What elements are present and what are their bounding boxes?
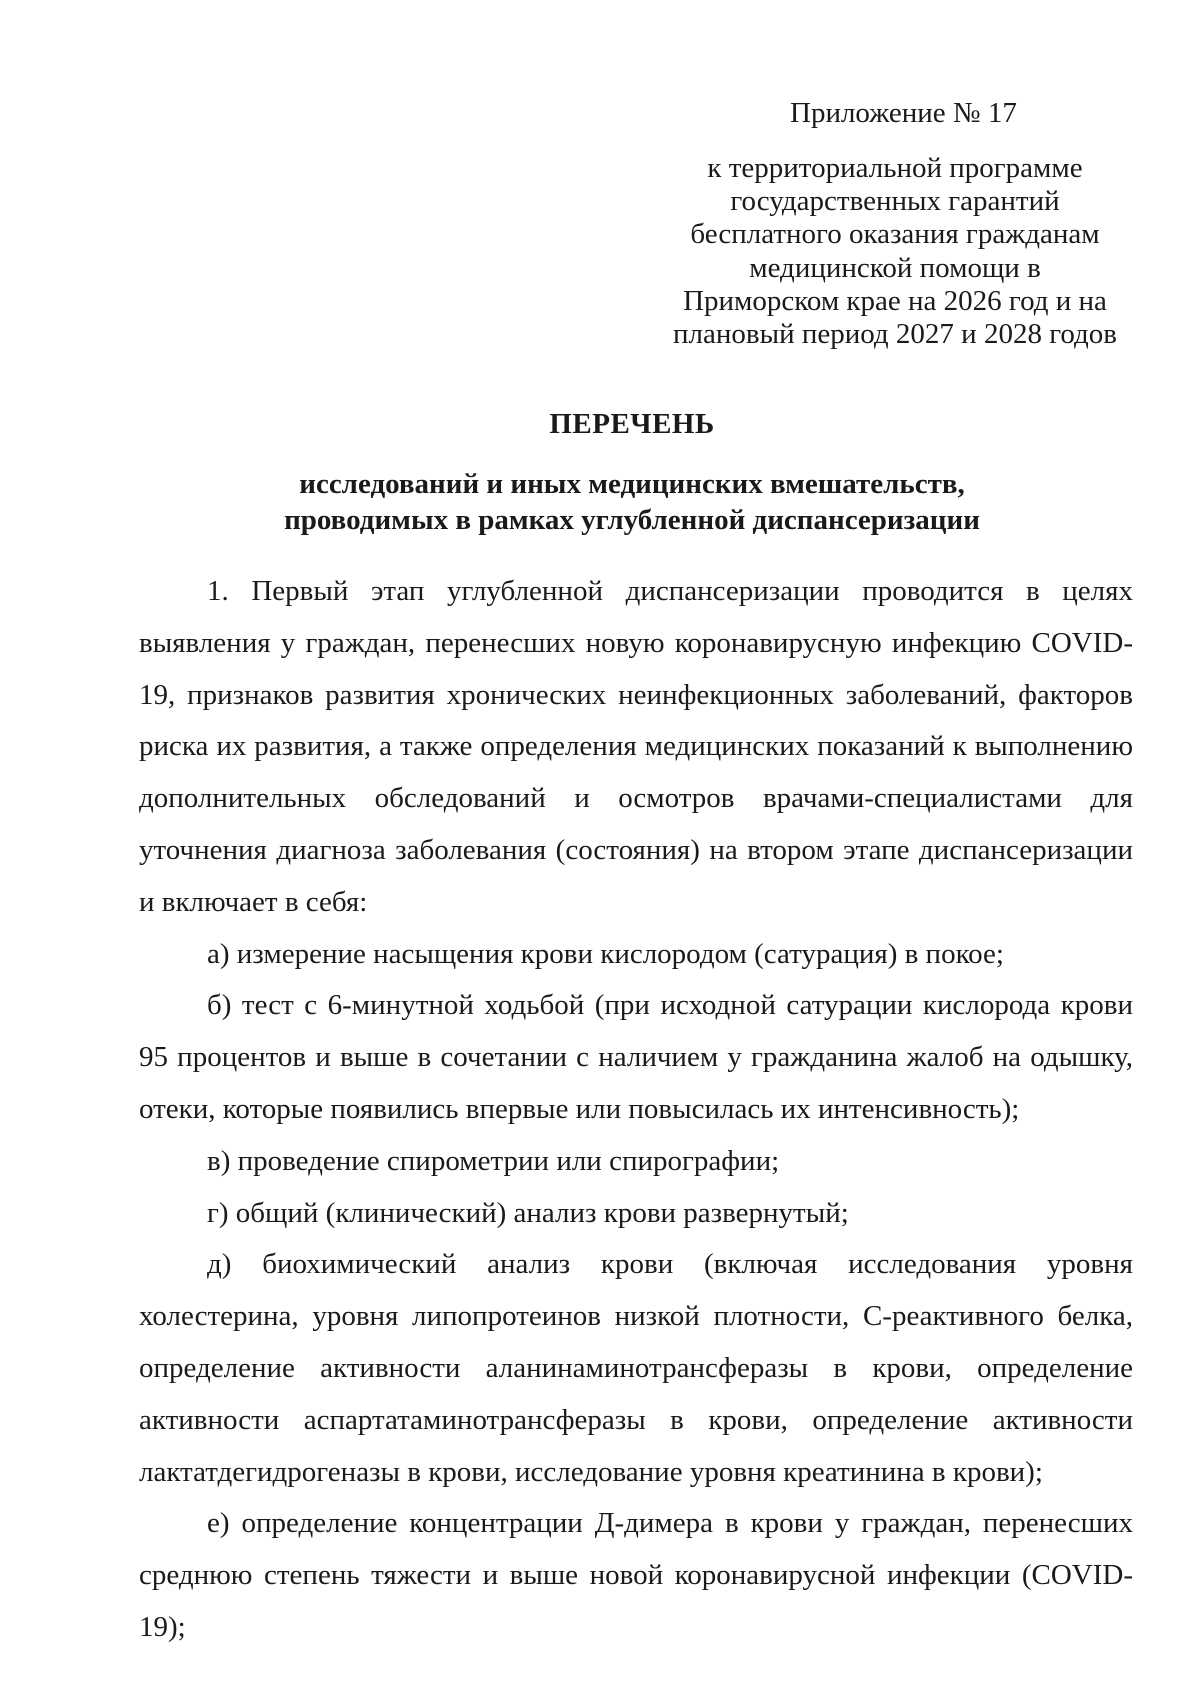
document-title: ПЕРЕЧЕНЬ: [549, 408, 715, 440]
appendix-line: бесплатного оказания гражданам: [690, 218, 1100, 251]
subtitle-line: проводимых в рамках углубленной диспансеризации: [284, 504, 980, 536]
appendix-reference: [660, 152, 1130, 351]
appendix-line: плановый период 2027 и 2028 годов: [673, 318, 1117, 351]
appendix-title: Приложение № 17: [790, 97, 1017, 129]
document-body: [139, 566, 1133, 1654]
list-item: в) проведение спирометрии или спирографии;: [207, 1144, 780, 1177]
list-item: а) измерение насыщения крови кислородом (сатурация) в покое;: [207, 937, 1004, 970]
appendix-line: к территориальной программе: [707, 152, 1083, 184]
appendix-line: государственных гарантий: [730, 185, 1060, 218]
document-subtitle: [0, 466, 1200, 538]
appendix-line: Приморском крае на 2026 год и на: [683, 284, 1107, 317]
appendix-line: медицинской помощи в: [749, 251, 1041, 284]
paragraph: 1. Первый этап углубленной диспансеризации проводится в целях выявления у граждан, перенесших новую коронавирусную инфекцию COVID-19, признаков развития хронических неинфекционных заболеваний, факторов риска их развития, а также определения медицинских показаний к выполнению дополнительных обследований и осмотров врачами-специалистами для уточнения диагноза заболевания (состояния) на втором этапе диспансеризации и включает в себя:: [139, 575, 1133, 918]
subtitle-line: исследований и иных медицинских вмешательств,: [299, 468, 965, 500]
list-item: д) биохимический анализ крови (включая исследования уровня холестерина, уровня липопротеинов низкой плотности, С-реактивного белка, определение активности аланинаминотрансферазы в крови, определение активности аспартатаминотрансферазы в крови, определение активности лактатдегидрогеназы в крови, исследование уровня креатинина в крови);: [139, 1248, 1133, 1488]
list-item: е) определение концентрации Д-димера в крови у граждан, перенесших среднюю степень тяжести и выше новой коронавирусной инфекции (COVID-19);: [139, 1507, 1133, 1643]
list-item: б) тест с 6-минутной ходьбой (при исходной сатурации кислорода крови 95 процентов и выше в сочетании с наличием у гражданина жалоб на одышку, отеки, которые появились впервые или повысилась их интенсивность);: [139, 989, 1133, 1125]
list-item: г) общий (клинический) анализ крови развернутый;: [207, 1196, 849, 1229]
